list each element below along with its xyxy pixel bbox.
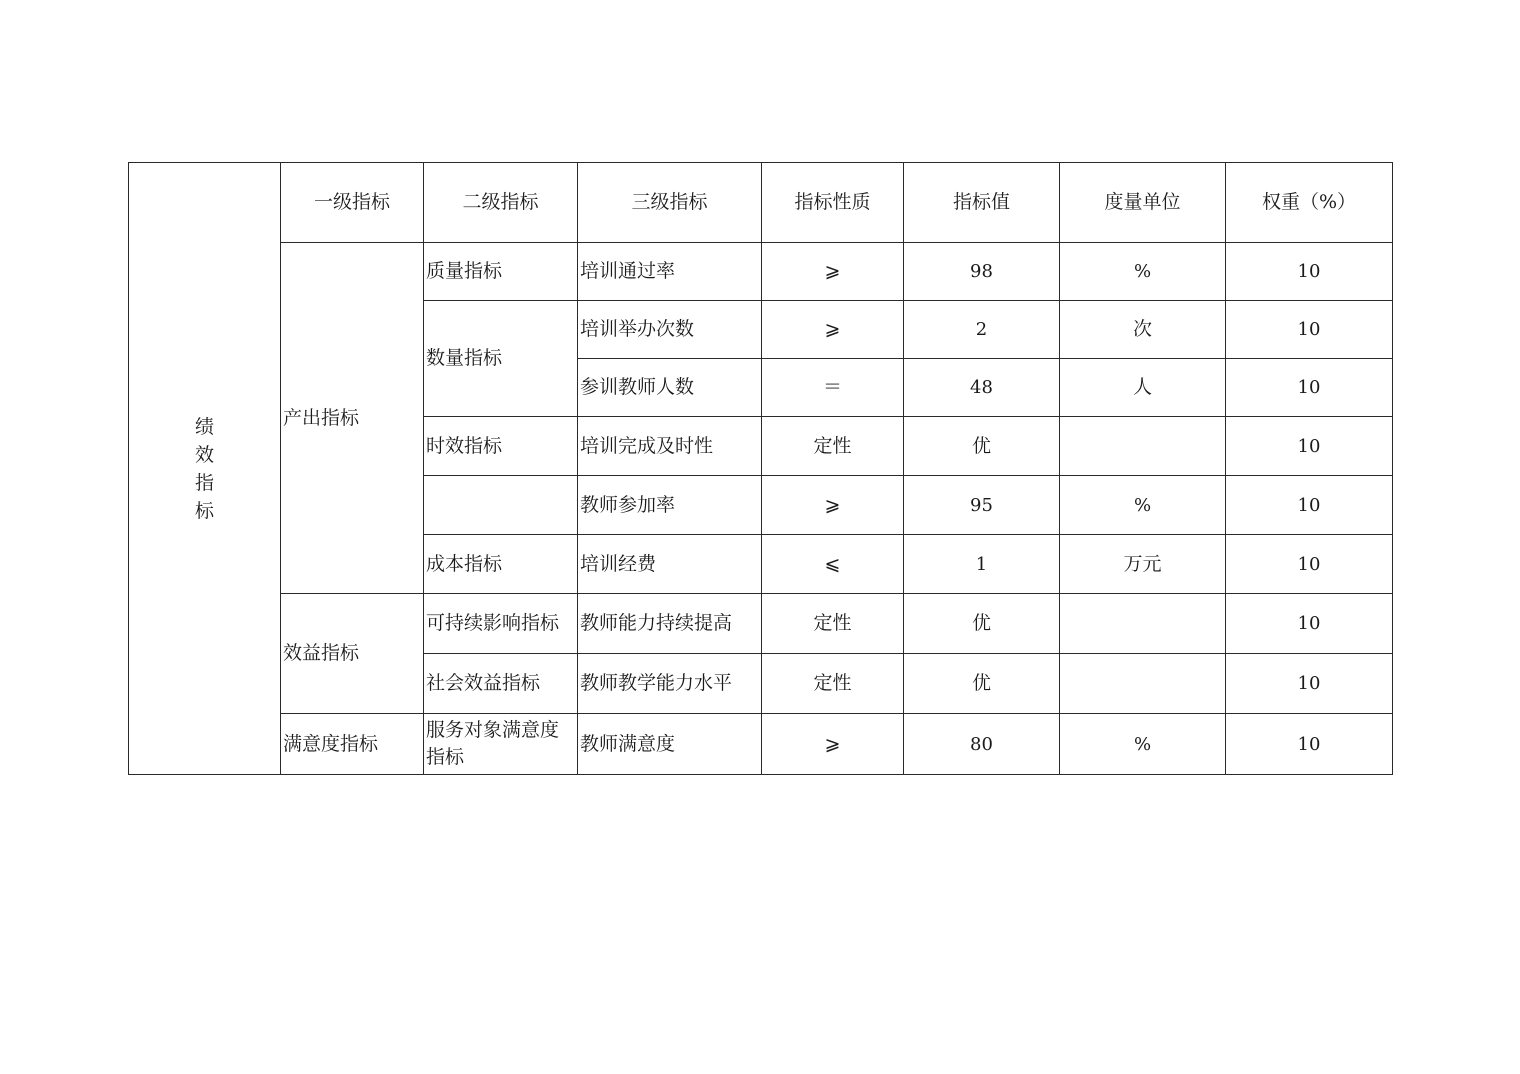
value-cell: 优 [904, 417, 1060, 476]
level2-cost: 成本指标 [424, 535, 578, 594]
header-level1: 一级指标 [281, 163, 424, 243]
level3-cell: 培训举办次数 [578, 301, 762, 359]
performance-indicator-table [128, 162, 1393, 775]
section-label-char: 绩 [194, 415, 214, 438]
nature-cell: ⩾ [762, 243, 904, 301]
unit-cell: % [1060, 476, 1226, 535]
weight-cell: 10 [1226, 535, 1393, 594]
unit-cell [1060, 594, 1226, 654]
header-row [129, 163, 1393, 243]
level2-blank [424, 476, 578, 535]
nature-cell: ⩽ [762, 535, 904, 594]
level2-timeliness: 时效指标 [424, 417, 578, 476]
value-cell: 优 [904, 654, 1060, 714]
level3-cell: 参训教师人数 [578, 359, 762, 417]
unit-cell [1060, 654, 1226, 714]
table-row [129, 243, 1393, 301]
weight-cell: 10 [1226, 243, 1393, 301]
level3-cell: 教师教学能力水平 [578, 654, 762, 714]
header-value: 指标值 [904, 163, 1060, 243]
value-cell: 2 [904, 301, 1060, 359]
unit-cell: 次 [1060, 301, 1226, 359]
level2-service: 服务对象满意度指标 [424, 714, 578, 775]
section-label-char: 标 [194, 499, 214, 522]
level3-cell: 教师参加率 [578, 476, 762, 535]
value-cell: 98 [904, 243, 1060, 301]
level3-cell: 培训经费 [578, 535, 762, 594]
level3-cell: 培训通过率 [578, 243, 762, 301]
weight-cell: 10 [1226, 714, 1393, 775]
level3-cell: 教师能力持续提高 [578, 594, 762, 654]
value-cell: 95 [904, 476, 1060, 535]
weight-cell: 10 [1226, 654, 1393, 714]
header-unit: 度量单位 [1060, 163, 1226, 243]
weight-cell: 10 [1226, 301, 1393, 359]
nature-cell: ⩾ [762, 476, 904, 535]
section-label-char: 指 [194, 471, 214, 494]
value-cell: 48 [904, 359, 1060, 417]
unit-cell: 人 [1060, 359, 1226, 417]
level2-quantity: 数量指标 [424, 301, 578, 417]
weight-cell: 10 [1226, 417, 1393, 476]
weight-cell: 10 [1226, 359, 1393, 417]
level2-quality: 质量指标 [424, 243, 578, 301]
value-cell: 优 [904, 594, 1060, 654]
unit-cell: % [1060, 714, 1226, 775]
value-cell: 1 [904, 535, 1060, 594]
section-label-char: 效 [194, 443, 214, 466]
nature-cell: 定性 [762, 417, 904, 476]
level3-cell: 教师满意度 [578, 714, 762, 775]
header-nature: 指标性质 [762, 163, 904, 243]
value-cell: 80 [904, 714, 1060, 775]
table-row [129, 594, 1393, 654]
header-weight: 权重（%） [1226, 163, 1393, 243]
unit-cell: 万元 [1060, 535, 1226, 594]
level1-benefit: 效益指标 [281, 594, 424, 714]
level1-output: 产出指标 [281, 243, 424, 594]
nature-cell: ⩾ [762, 714, 904, 775]
table-row [129, 714, 1393, 775]
weight-cell: 10 [1226, 476, 1393, 535]
nature-cell: 定性 [762, 654, 904, 714]
header-level2: 二级指标 [424, 163, 578, 243]
nature-cell: ⩾ [762, 301, 904, 359]
nature-cell: ＝ [762, 359, 904, 417]
level2-sustainable: 可持续影响指标 [424, 594, 578, 654]
header-level3: 三级指标 [578, 163, 762, 243]
unit-cell [1060, 417, 1226, 476]
level2-social: 社会效益指标 [424, 654, 578, 714]
nature-cell: 定性 [762, 594, 904, 654]
level1-satisfaction: 满意度指标 [281, 714, 424, 775]
level3-cell: 培训完成及时性 [578, 417, 762, 476]
section-label-performance-indicators [129, 163, 281, 775]
unit-cell: % [1060, 243, 1226, 301]
weight-cell: 10 [1226, 594, 1393, 654]
